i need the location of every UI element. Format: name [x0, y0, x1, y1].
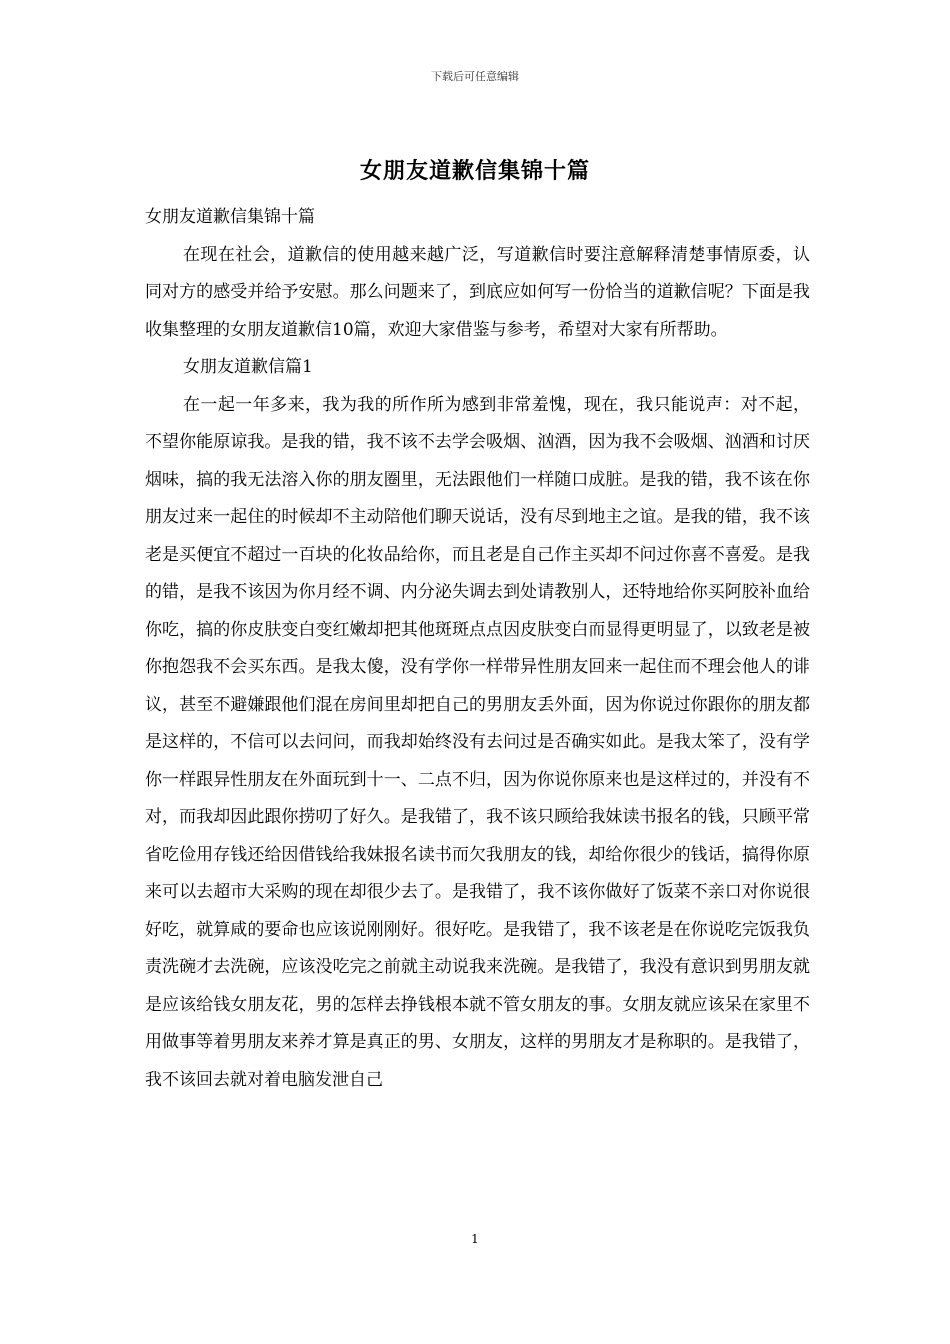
document-body: [145, 199, 810, 1099]
page-number: 1: [471, 1232, 479, 1246]
page-header-note: 下载后可任意编辑: [431, 70, 519, 83]
section-heading: 女朋友道歉信篇1: [183, 357, 313, 377]
letter-paragraph: 在一起一年多来，我为我的所作所为感到非常羞愧，现在，我只能说声：对不起，不望你能原谅我。是我的错，我不该不去学会吸烟、汹酒，因为我不会吸烟、汹酒和讨厌烟味，搞的我无法溶入你的朋友圈里，无法跟他们一样随口成脏。是我的错，我不该在你朋友过来一起住的时候却不主动陪他们聊天说话，没有尽到地主之谊。是我的错，我不该老是买便宜不超过一百块的化妆品给你，而且老是自己作主买却不问过你喜不喜爱。是我的错，是我不该因为你月经不调、内分泌失调去到处请教别人，还特地给你买阿胶补血给你吃，搞的你皮肤变白变红嫩却把其他斑斑点点因皮肤变白而显得更明显了，以致老是被你抱怨我不会买东西。是我太傻，没有学你一样带异性朋友回来一起住而不理会他人的诽议，甚至不避嫌跟他们混在房间里却把自己的男朋友丢外面，因为你说过你跟你的朋友都是这样的，不信可以去问问，而我却始终没有去问过是否确实如此。是我太笨了，没有学你一样跟异性朋友在外面玩到十一、二点不归，因为你说你原来也是这样过的，并没有不对，而我却因此跟你捞叨了好久。是我错了，我不该只顾给我妹读书报名的钱，只顾平常省吃俭用存钱还给因借钱给我妹报名读书而欠我朋友的钱，却给你很少的钱话，搞得你原来可以去超市大采购的现在却很少去了。是我错了，我不该你做好了饭菜不亲口对你说很好吃，就算咸的要命也应该说刚刚好。很好吃。是我错了，我不该老是在你说吃完饭我负责洗碗才去洗碗，应该没吃完之前就主动说我来洗碗。是我错了，我没有意识到男朋友就是应该给钱女朋友花，男的怎样去挣钱根本就不管女朋友的事。女朋友就应该呆在家里不用做事等着男朋友来养才算是真正的男、女朋友，这样的男朋友才是称职的。是我错了，我不该回去就对着电脑发泄自己: [145, 394, 810, 1090]
document-title: 女朋友道歉信集锦十篇: [359, 158, 590, 184]
intro-paragraph: 在现在社会，道歉信的使用越来越广泛，写道歉信时要注意解释清楚事情原委，认同对方的感受并给予安慰。那么问题来了，到底应如何写一份恰当的道歉信呢？下面是我收集整理的女朋友道歉信10篇，欢迎大家借鉴与参考，希望对大家有所帮助。: [145, 244, 810, 340]
subtitle: 女朋友道歉信集锦十篇: [145, 207, 315, 227]
